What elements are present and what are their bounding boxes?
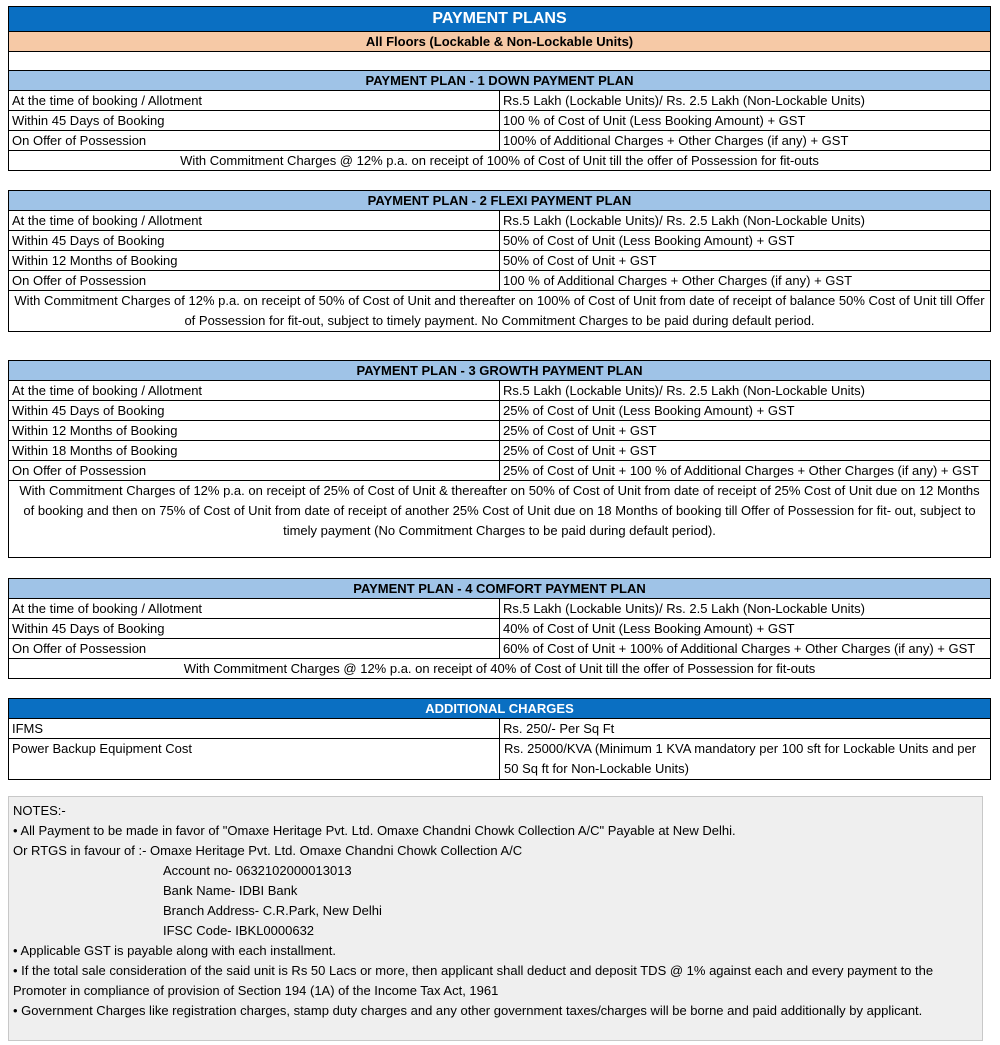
table-row xyxy=(9,421,991,441)
stage-cell: On Offer of Possession xyxy=(9,131,500,151)
table-row xyxy=(9,739,991,780)
plan-1-table xyxy=(8,70,991,171)
amount-cell: Rs.5 Lakh (Lockable Units)/ Rs. 2.5 Lakh (Non-Lockable Units) xyxy=(500,211,991,231)
stage-cell: Within 45 Days of Booking xyxy=(9,111,500,131)
table-row xyxy=(9,381,991,401)
page-subtitle: All Floors (Lockable & Non-Lockable Units) xyxy=(9,32,991,52)
table-row xyxy=(9,401,991,421)
stage-cell: On Offer of Possession xyxy=(9,639,500,659)
plan-title: PAYMENT PLAN - 4 COMFORT PAYMENT PLAN xyxy=(9,579,991,599)
table-row xyxy=(9,251,991,271)
plan-title: PAYMENT PLAN - 3 GROWTH PAYMENT PLAN xyxy=(9,361,991,381)
table-row xyxy=(9,91,991,111)
note-ifsc-code: IFSC Code- IBKL0000632 xyxy=(163,923,315,938)
charge-item-cell: Power Backup Equipment Cost xyxy=(9,739,500,780)
stage-cell: Within 12 Months of Booking xyxy=(9,421,500,441)
stage-cell: At the time of booking / Allotment xyxy=(9,91,500,111)
charge-amount-cell: Rs. 250/- Per Sq Ft xyxy=(500,719,991,739)
page-title: PAYMENT PLANS xyxy=(9,7,991,32)
amount-cell: Rs.5 Lakh (Lockable Units)/ Rs. 2.5 Lakh (Non-Lockable Units) xyxy=(500,599,991,619)
note-tds: • If the total sale consideration of the said unit is Rs 50 Lacs or more, then applicant shall deduct and deposit TDS @ 1% against each and every payment to the Promoter in compliance of provision of Section 194 (1A) of the Income Tax Act, 1961 xyxy=(13,963,934,998)
stage-cell: Within 12 Months of Booking xyxy=(9,251,500,271)
stage-cell: On Offer of Possession xyxy=(9,271,500,291)
amount-cell: Rs.5 Lakh (Lockable Units)/ Rs. 2.5 Lakh (Non-Lockable Units) xyxy=(500,91,991,111)
notes-heading: NOTES:- xyxy=(13,803,66,818)
amount-cell: 25% of Cost of Unit (Less Booking Amount) + GST xyxy=(500,401,991,421)
amount-cell: 100% of Additional Charges + Other Charges (if any) + GST xyxy=(500,131,991,151)
stage-cell: Within 45 Days of Booking xyxy=(9,619,500,639)
plan-note: With Commitment Charges @ 12% p.a. on receipt of 40% of Cost of Unit till the offer of Possession for fit-outs xyxy=(9,659,991,679)
amount-cell: 100 % of Cost of Unit (Less Booking Amount) + GST xyxy=(500,111,991,131)
table-row xyxy=(9,231,991,251)
plan-3-table xyxy=(8,360,991,558)
spacer-row xyxy=(9,52,991,72)
amount-cell: 40% of Cost of Unit (Less Booking Amount) + GST xyxy=(500,619,991,639)
table-row xyxy=(9,639,991,659)
amount-cell: 100 % of Additional Charges + Other Charges (if any) + GST xyxy=(500,271,991,291)
header-block xyxy=(8,6,991,72)
note-rtgs: Or RTGS in favour of :- Omaxe Heritage Pvt. Ltd. Omaxe Chandni Chowk Collection A/C xyxy=(13,843,523,858)
note-government-charges: • Government Charges like registration charges, stamp duty charges and any other government taxes/charges will be borne and paid additionally by applicant. xyxy=(13,1003,923,1018)
stage-cell: At the time of booking / Allotment xyxy=(9,599,500,619)
table-row xyxy=(9,461,991,481)
plan-2-table xyxy=(8,190,991,332)
stage-cell: At the time of booking / Allotment xyxy=(9,381,500,401)
notes-section xyxy=(8,796,983,1041)
note-account-number: Account no- 0632102000013013 xyxy=(163,863,352,878)
table-row xyxy=(9,211,991,231)
note-branch-address: Branch Address- C.R.Park, New Delhi xyxy=(163,903,382,918)
table-row xyxy=(9,271,991,291)
additional-charges-title: ADDITIONAL CHARGES xyxy=(9,699,991,719)
stage-cell: At the time of booking / Allotment xyxy=(9,211,500,231)
amount-cell: 25% of Cost of Unit + GST xyxy=(500,421,991,441)
table-row xyxy=(9,719,991,739)
table-row xyxy=(9,599,991,619)
amount-cell: 25% of Cost of Unit + GST xyxy=(500,441,991,461)
plan-title: PAYMENT PLAN - 1 DOWN PAYMENT PLAN xyxy=(9,71,991,91)
note-bank-name: Bank Name- IDBI Bank xyxy=(163,883,298,898)
amount-cell: 50% of Cost of Unit + GST xyxy=(500,251,991,271)
charge-amount-cell: Rs. 25000/KVA (Minimum 1 KVA mandatory per 100 sft for Lockable Units and per 50 Sq ft for Non-Lockable Units) xyxy=(500,739,991,780)
table-row xyxy=(9,441,991,461)
table-row xyxy=(9,619,991,639)
charge-item-cell: IFMS xyxy=(9,719,500,739)
stage-cell: On Offer of Possession xyxy=(9,461,500,481)
amount-cell: 25% of Cost of Unit + 100 % of Additional Charges + Other Charges (if any) + GST xyxy=(500,461,991,481)
plan-title: PAYMENT PLAN - 2 FLEXI PAYMENT PLAN xyxy=(9,191,991,211)
plan-note: With Commitment Charges of 12% p.a. on receipt of 25% of Cost of Unit & thereafter on 50% of Cost of Unit from date of receipt of 25% Cost of Unit due on 12 Months of booking and then on 75% of Cost of Unit from date of receipt of another 25% Cost of Unit due on 18 Months of booking till Offer of Possession for fit- out, subject to timely payment (No Commitment Charges to be paid during default period). xyxy=(9,481,991,558)
note-payment-favor: • All Payment to be made in favor of "Omaxe Heritage Pvt. Ltd. Omaxe Chandni Chowk Collection A/C" Payable at New Delhi. xyxy=(13,823,736,838)
amount-cell: 60% of Cost of Unit + 100% of Additional Charges + Other Charges (if any) + GST xyxy=(500,639,991,659)
table-row xyxy=(9,111,991,131)
plan-4-table xyxy=(8,578,991,679)
stage-cell: Within 18 Months of Booking xyxy=(9,441,500,461)
plan-note: With Commitment Charges @ 12% p.a. on receipt of 100% of Cost of Unit till the offer of Possession for fit-outs xyxy=(9,151,991,171)
stage-cell: Within 45 Days of Booking xyxy=(9,231,500,251)
note-gst: • Applicable GST is payable along with each installment. xyxy=(13,943,336,958)
amount-cell: 50% of Cost of Unit (Less Booking Amount) + GST xyxy=(500,231,991,251)
stage-cell: Within 45 Days of Booking xyxy=(9,401,500,421)
amount-cell: Rs.5 Lakh (Lockable Units)/ Rs. 2.5 Lakh (Non-Lockable Units) xyxy=(500,381,991,401)
plan-note: With Commitment Charges of 12% p.a. on receipt of 50% of Cost of Unit and thereafter on 100% of Cost of Unit from date of receipt of balance 50% Cost of Unit till Offer of Possession for fit-out, subject to timely payment. No Commitment Charges to be paid during default period. xyxy=(9,291,991,332)
additional-charges-table xyxy=(8,698,991,780)
table-row xyxy=(9,131,991,151)
